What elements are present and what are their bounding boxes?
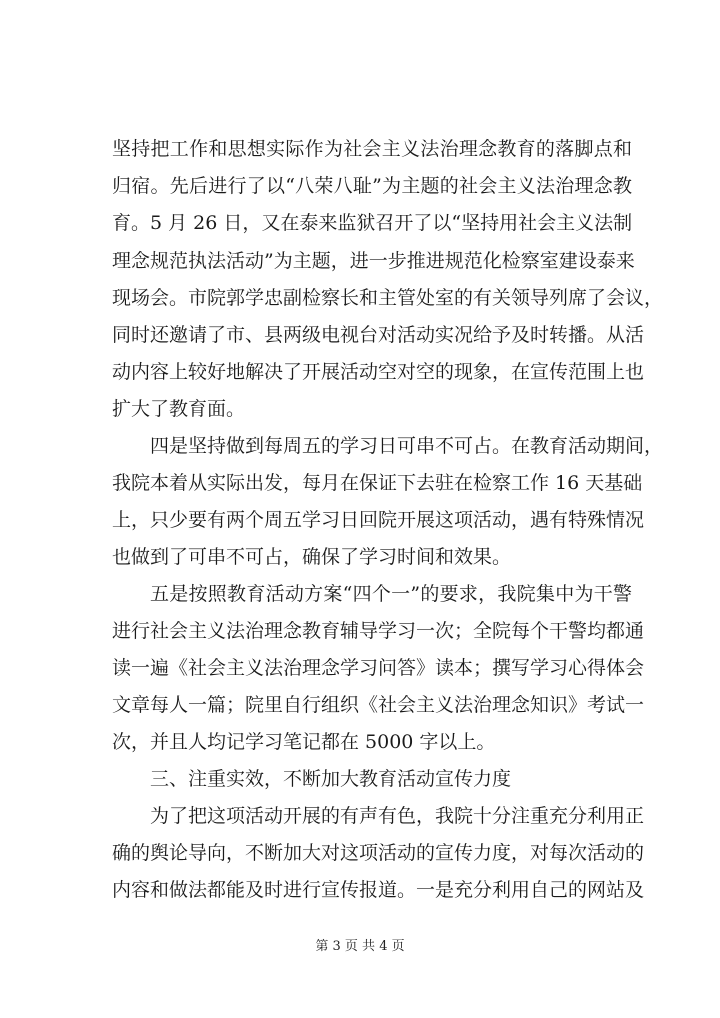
paragraph-first-line: 四是坚持做到每周五的学习日可串不可占。在教育活动期间，	[150, 435, 664, 457]
text-line: 我院本着从实际出发，每月在保证下去驻在检察工作 16 天基础	[112, 472, 643, 494]
text-line: 次，并且人均记学习笔记都在 5000 字以上。	[112, 731, 496, 753]
text-line: 动内容上较好地解决了开展活动空对空的现象，在宣传范围上也	[112, 361, 645, 383]
text-line: 坚持把工作和思想实际作为社会主义法治理念教育的落脚点和	[112, 138, 632, 160]
text-line: 现场会。市院郭学忠副检察长和主管处室的有关领导列席了会议，	[112, 287, 664, 309]
paragraph-first-line: 为了把这项活动开展的有声有色，我院十分注重充分利用正	[150, 805, 645, 827]
section-heading: 三、注重实效，不断加大教育活动宣传力度	[150, 768, 512, 790]
text-line: 文章每人一篇；院里自行组织《社会主义法治理念知识》考试一	[112, 694, 645, 716]
text-line: 扩大了教育面。	[112, 398, 246, 420]
text-line: 归宿。先后进行了以“八荣八耻”为主题的社会主义法治理念教	[112, 175, 632, 197]
paragraph-first-line: 五是按照教育活动方案“四个一”的要求，我院集中为干警	[150, 583, 632, 605]
text-line: 理念规范执法活动”为主题，进一步推进规范化检察室建设泰来	[112, 250, 635, 272]
text-line: 读一遍《社会主义法治理念学习问答》读本；撰写学习心得体会	[112, 657, 645, 679]
text-line: 也做到了可串不可占，确保了学习时间和效果。	[112, 546, 512, 568]
text-line: 进行社会主义法治理念教育辅导学习一次；全院每个干警均都通	[112, 620, 645, 642]
text-line: 确的舆论导向，不断加大对这项活动的宣传力度，对每次活动的	[112, 842, 645, 864]
text-line: 上，只少要有两个周五学习日回院开展这项活动，遇有特殊情况	[112, 509, 645, 531]
page-number-footer: 第 3 页 共 4 页	[315, 939, 405, 954]
text-line: 同时还邀请了市、县两级电视台对活动实况给予及时转播。从活	[112, 324, 645, 346]
text-line: 内容和做法都能及时进行宣传报道。一是充分利用自己的网站及	[112, 879, 645, 901]
text-line: 育。5 月 26 日，又在泰来监狱召开了以“坚持用社会主义法制	[112, 212, 633, 234]
